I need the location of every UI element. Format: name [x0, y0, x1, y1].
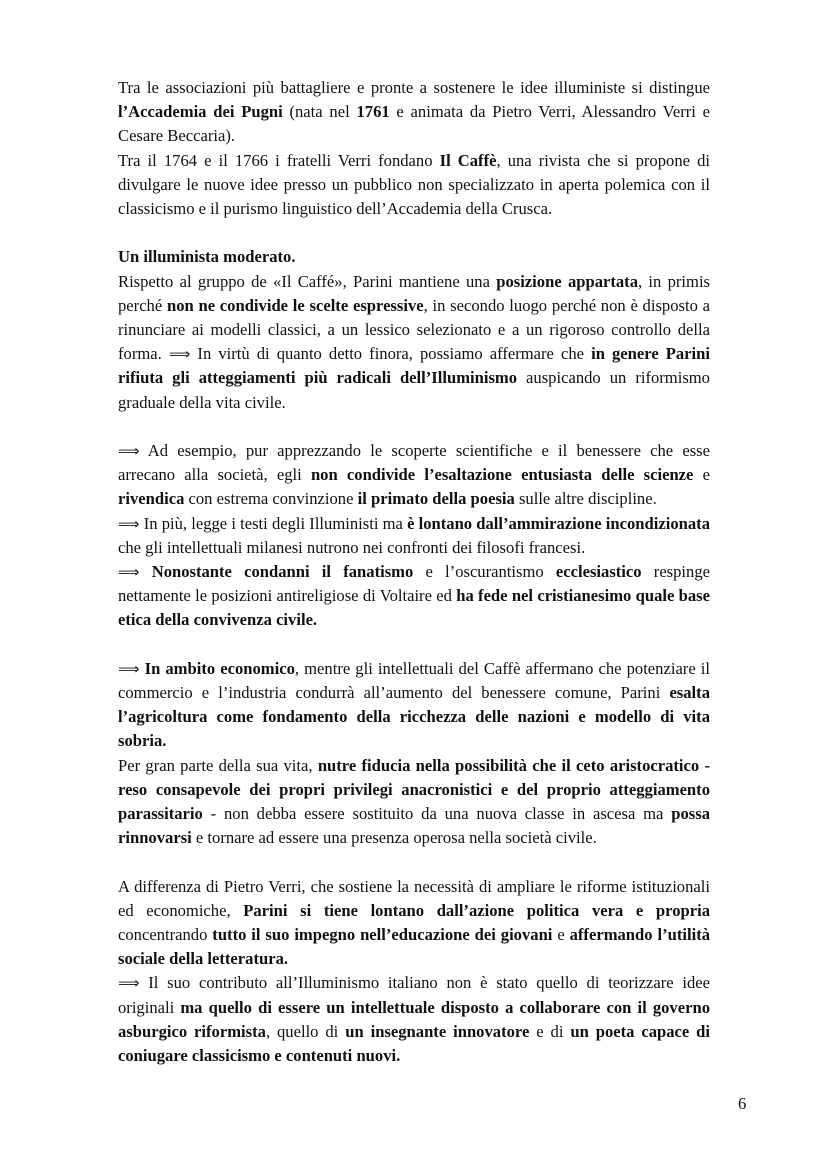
bold-text: il primato della poesia — [357, 489, 515, 509]
bold-text: In ambito economico — [144, 658, 295, 678]
paragraph — [118, 245, 710, 269]
text-span: e — [552, 925, 570, 945]
text-span: , in secondo luogo perché non è disposto a rinunciare ai modelli classici, a un lessico selezionato e a un rigoroso controllo della forma. — [118, 295, 710, 364]
bold-text: posizione appartata — [496, 271, 639, 291]
bold-text: Parini si tiene lontano dall’azione politica vera e propria — [243, 900, 710, 920]
text-span: A differenza di Pietro Verri, che sostiene la necessità di ampliare le riforme istituzionali ed economiche, — [118, 876, 710, 920]
text-span: e di — [529, 1021, 571, 1041]
text-span: Il suo contributo all’Illuminismo italiano non è stato quello di teorizzare idee originali — [118, 973, 710, 1017]
text-span: Ad esempio, pur apprezzando le scoperte scientifiche e il benessere che esse arrecano alla società, egli — [118, 441, 710, 485]
bold-text: ha fede nel cristianesimo quale base etica della convivenza civile. — [118, 586, 711, 630]
bold-text: nutre fiducia nella possibilità che il ceto aristocratico - reso consapevole dei propri privilegi anacronistici e del proprio atteggiamento parassitario — [118, 755, 710, 824]
paragraph — [118, 657, 710, 754]
paragraph — [118, 971, 710, 1068]
text-span: , mentre gli intellettuali del Caffè affermano che potenziare il commercio e l’industria condurrà all’aumento del benessere comune, Parini — [118, 658, 711, 703]
implies-arrow-icon: ⟹ — [118, 659, 140, 678]
text-span: Tra le associazioni più battagliere e pronte a sostenere le idee illuministe si distingue — [118, 78, 710, 97]
bold-text: un insegnante innovatore — [345, 1021, 530, 1041]
text-span: respinge nettamente le posizioni antireligiose di Voltaire ed — [118, 562, 711, 606]
bold-text: è lontano dall’ammirazione incondizionata — [407, 513, 710, 533]
implies-arrow-icon: ⟹ — [168, 345, 191, 364]
paragraph — [118, 149, 710, 222]
text-span: e — [693, 465, 710, 485]
bold-text: Nonostante condanni il fanatismo — [151, 562, 414, 582]
text-span — [140, 562, 152, 581]
bold-text: ma quello di essere un intellettuale disposto a collaborare con il governo asburgico riformista — [118, 997, 710, 1041]
text-span: (nata nel — [282, 102, 357, 122]
bold-text: ecclesiastico — [555, 562, 642, 582]
implies-arrow-icon: ⟹ — [118, 514, 140, 533]
bold-text: affermando l’utilità sociale della letteratura. — [118, 925, 711, 969]
text-span: e l’oscurantismo — [413, 562, 556, 582]
bold-text: Un illuminista moderato. — [118, 247, 296, 267]
text-span: concentrando — [118, 925, 213, 945]
bold-text: Il Caffè — [439, 150, 497, 170]
paragraph — [118, 270, 710, 415]
bold-text: rivendica — [118, 489, 185, 509]
paragraph — [118, 76, 710, 149]
text-span: - non debba essere sostituito da una nuova classe in ascesa ma — [202, 804, 672, 824]
paragraph-gap — [118, 415, 710, 439]
bold-text: esalta l’agricoltura come fondamento della ricchezza delle nazioni e modello di vita sobria. — [118, 683, 710, 751]
bold-text: tutto il suo impegno nell’educazione dei giovani — [212, 925, 553, 945]
bold-text: in genere Parini rifiuta gli atteggiamenti più radicali dell’Illuminismo — [118, 344, 710, 388]
implies-arrow-icon: ⟹ — [118, 563, 140, 582]
paragraph-gap — [118, 633, 710, 657]
bold-text: 1761 — [356, 102, 390, 122]
document-body — [118, 76, 710, 1068]
paragraph — [118, 560, 710, 633]
bold-text: non condivide l’esaltazione entusiasta delle scienze — [310, 465, 694, 485]
bold-text: possa rinnovarsi — [118, 804, 710, 848]
paragraph-gap — [118, 850, 710, 874]
text-span: e animata da Pietro Verri, Alessandro Verri e Cesare Beccaria). — [118, 102, 710, 146]
bold-text: l’Accademia dei Pugni — [118, 102, 283, 122]
text-span: con estrema convinzione — [184, 489, 358, 509]
implies-arrow-icon: ⟹ — [118, 442, 140, 461]
bold-text: un poeta capace di coniugare classicismo e contenuti nuovi. — [118, 1021, 711, 1066]
text-span: , quello di — [265, 1021, 346, 1041]
paragraph — [118, 512, 710, 560]
text-span: In più, legge i testi degli Illuministi ma — [139, 513, 408, 533]
text-span: Per gran parte della sua vita, — [118, 755, 318, 775]
paragraph — [118, 439, 710, 512]
text-span: In virtù di quanto detto finora, possiamo affermare che — [190, 344, 592, 364]
text-span: auspicando un riformismo graduale della vita civile. — [118, 368, 710, 412]
bold-text: non ne condivide le scelte espressive — [166, 295, 424, 315]
text-span: Rispetto al gruppo de «Il Caffé», Parini mantiene una — [118, 271, 497, 291]
paragraph-gap — [118, 221, 710, 245]
text-span: , una rivista che si propone di divulgare le nuove idee presso un pubblico non specializzato in aperta polemica con il classicismo e il purismo linguistico dell’Accademia della Crusca. — [118, 150, 710, 219]
page-number: 6 — [738, 1094, 747, 1113]
text-span: Tra il 1764 e il 1766 i fratelli Verri fondano — [118, 150, 440, 170]
text-span: sulle altre discipline. — [514, 489, 657, 509]
text-span: che gli intellettuali milanesi nutrono nei confronti dei filosofi francesi. — [118, 537, 586, 557]
implies-arrow-icon: ⟹ — [118, 974, 140, 993]
text-span: e tornare ad essere una presenza operosa nella società civile. — [191, 828, 597, 848]
paragraph — [118, 754, 710, 851]
paragraph — [118, 875, 710, 972]
text-span: , in primis perché — [118, 271, 711, 315]
